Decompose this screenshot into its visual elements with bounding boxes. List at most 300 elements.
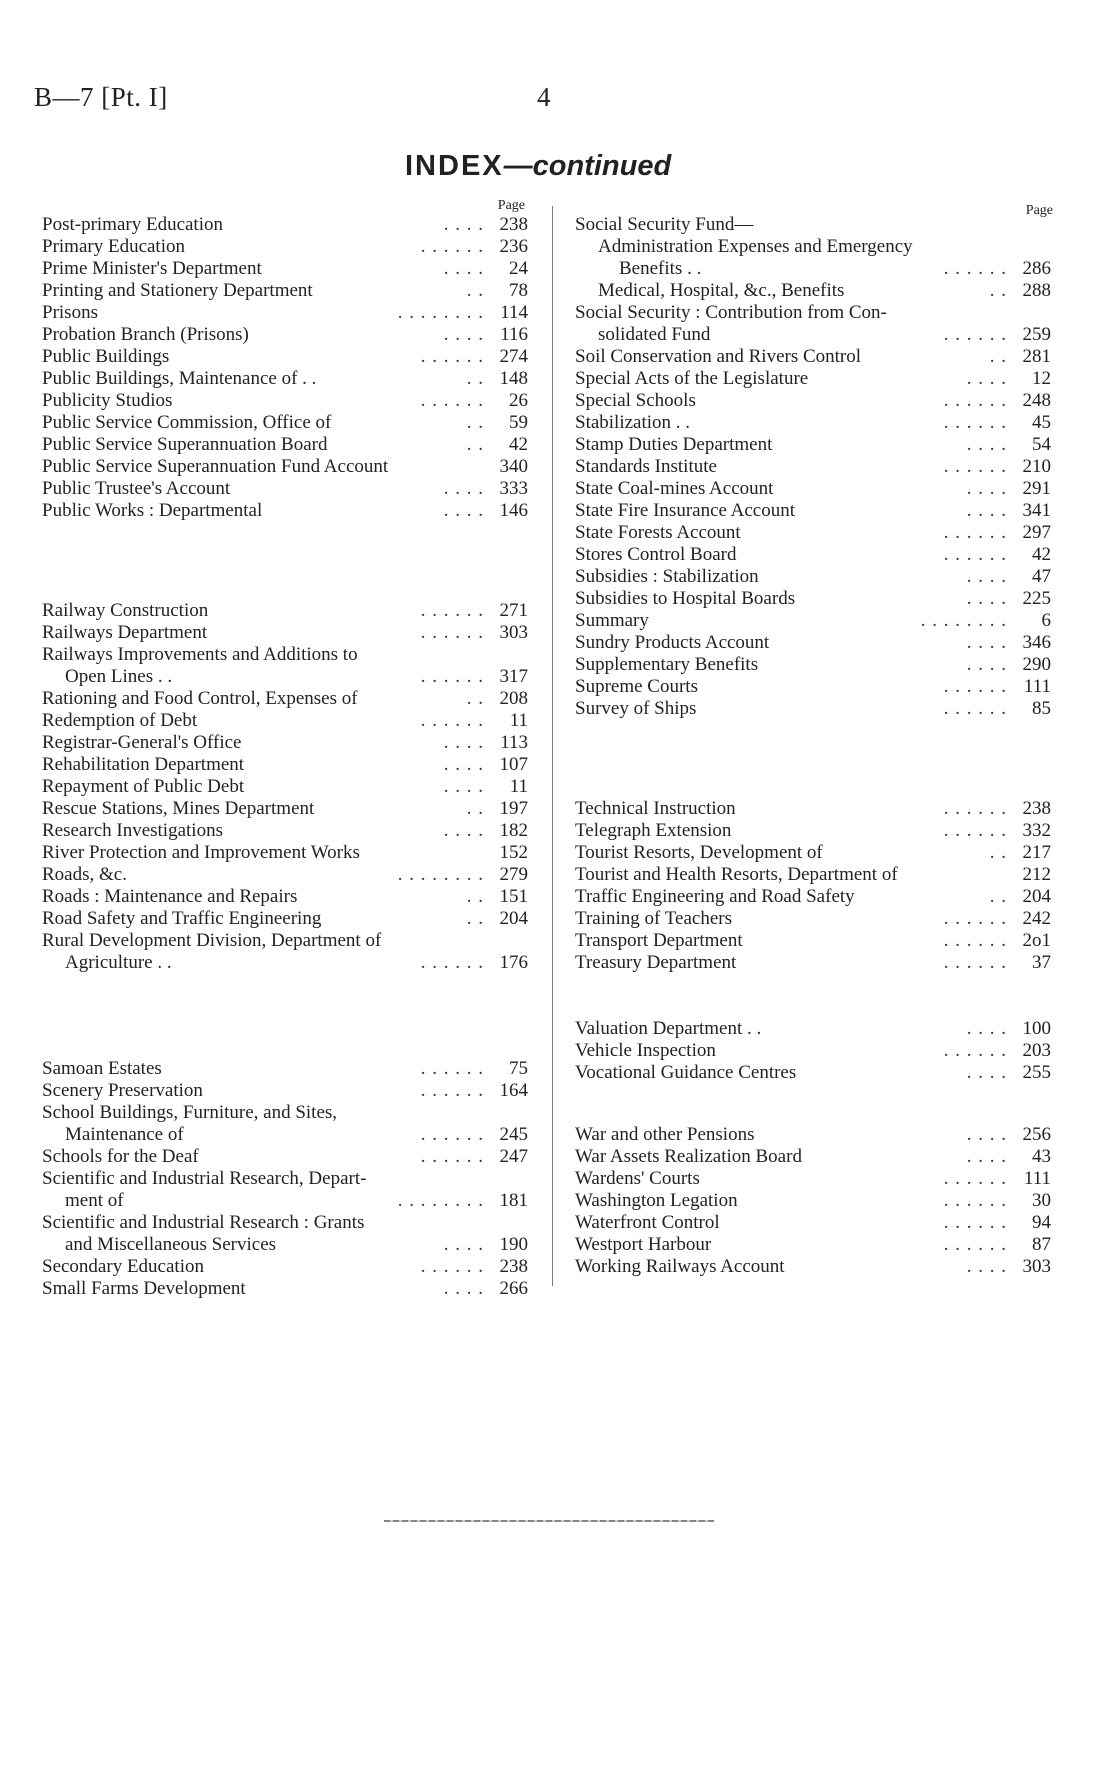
index-entry xyxy=(42,886,528,908)
entry-page-number: 247 xyxy=(499,1146,528,1167)
entry-page-number: 281 xyxy=(1022,346,1051,367)
entry-page-number: 116 xyxy=(500,324,528,345)
entry-leader-dots: . . . . . . xyxy=(943,798,1007,819)
entry-title: Transport Department xyxy=(575,930,743,951)
entry-page-number: 333 xyxy=(499,478,528,499)
entry-leader-dots: . . . . xyxy=(966,632,1007,653)
entry-page-number: 11 xyxy=(509,710,528,731)
entry-leader-dots: . . . . . . xyxy=(420,710,484,731)
entry-leader-dots: . . . . xyxy=(443,1234,484,1255)
index-entry xyxy=(42,1146,528,1168)
index-entry xyxy=(575,478,1051,500)
index-entry xyxy=(42,258,528,280)
entry-title: Tourist and Health Resorts, Department of xyxy=(575,864,898,885)
index-entry xyxy=(42,1080,528,1102)
entry-leader-dots: . . . . xyxy=(443,732,484,753)
entry-leader-dots: . . . . xyxy=(966,1018,1007,1039)
index-entry xyxy=(42,820,528,842)
entry-title: Traffic Engineering and Road Safety xyxy=(575,886,855,907)
entry-page-number: 100 xyxy=(1022,1018,1051,1039)
entry-leader-dots: . . . . . . xyxy=(943,698,1007,719)
entry-title: Social Security Fund— xyxy=(575,214,754,235)
entry-leader-dots: . . xyxy=(989,280,1007,301)
index-entry xyxy=(42,1168,528,1190)
entry-leader-dots: . . . . . . xyxy=(420,390,484,411)
index-entry xyxy=(42,1278,528,1300)
entry-page-number: 43 xyxy=(1032,1146,1051,1167)
index-entry xyxy=(42,732,528,754)
entry-page-number: 12 xyxy=(1032,368,1051,389)
entry-title: Repayment of Public Debt xyxy=(42,776,245,797)
entry-title: Primary Education xyxy=(42,236,185,257)
index-entry xyxy=(42,280,528,302)
entry-leader-dots: . . . . xyxy=(443,324,484,345)
entry-leader-dots: . . . . xyxy=(443,820,484,841)
page-number: 4 xyxy=(537,82,551,112)
index-entry xyxy=(42,1256,528,1278)
index-entry xyxy=(42,688,528,710)
index-entry xyxy=(575,798,1051,820)
entry-title: Medical, Hospital, &c., Benefits xyxy=(598,280,845,301)
entry-leader-dots: . . . . . . xyxy=(943,952,1007,973)
entry-title: Road Safety and Traffic Engineering xyxy=(42,908,322,929)
index-entry xyxy=(575,214,1051,236)
entry-leader-dots: . . . . . . xyxy=(420,666,484,687)
entry-page-number: 54 xyxy=(1032,434,1051,455)
index-entry xyxy=(575,588,1051,610)
index-entry xyxy=(575,280,1051,302)
entry-page-number: 42 xyxy=(509,434,528,455)
entry-leader-dots: . . . . . . xyxy=(420,1256,484,1277)
entry-leader-dots: . . . . . . xyxy=(420,952,484,973)
entry-title: Public Service Commission, Office of xyxy=(42,412,332,433)
entry-page-number: 291 xyxy=(1022,478,1051,499)
index-entry xyxy=(575,676,1051,698)
entry-leader-dots: . . . . . . xyxy=(943,1168,1007,1189)
entry-page-number: 279 xyxy=(499,864,528,885)
entry-title: Railways Improvements and Additions to xyxy=(42,644,358,665)
index-group xyxy=(575,214,1051,720)
entry-title: Training of Teachers xyxy=(575,908,732,929)
entry-leader-dots: . . . . xyxy=(443,214,484,235)
entry-title: Research Investigations xyxy=(42,820,223,841)
index-entry xyxy=(42,214,528,236)
index-entry xyxy=(575,654,1051,676)
index-entry xyxy=(42,930,528,952)
index-entry xyxy=(575,1190,1051,1212)
index-group xyxy=(575,1018,1051,1084)
index-entry xyxy=(575,1124,1051,1146)
entry-page-number: 26 xyxy=(509,390,528,411)
index-entry xyxy=(42,302,528,324)
entry-page-number: 340 xyxy=(499,456,528,477)
entry-title: Printing and Stationery Department xyxy=(42,280,313,301)
index-entry xyxy=(575,1018,1051,1040)
entry-title: State Forests Account xyxy=(575,522,741,543)
entry-title: Subsidies to Hospital Boards xyxy=(575,588,796,609)
entry-page-number: 212 xyxy=(1022,864,1051,885)
entry-page-number: 217 xyxy=(1022,842,1051,863)
entry-page-number: 148 xyxy=(499,368,528,389)
entry-page-number: 111 xyxy=(1023,1168,1051,1189)
entry-title: Wardens' Courts xyxy=(575,1168,700,1189)
index-entry xyxy=(575,820,1051,842)
index-entry xyxy=(575,566,1051,588)
entry-leader-dots: . . . . . . xyxy=(943,820,1007,841)
entry-page-number: 78 xyxy=(509,280,528,301)
entry-leader-dots: . . . . xyxy=(443,754,484,775)
entry-title: Telegraph Extension xyxy=(575,820,732,841)
entry-leader-dots: . . . . . . . . xyxy=(397,864,484,885)
entry-title: Valuation Department . . xyxy=(575,1018,762,1039)
entry-title: Supplementary Benefits xyxy=(575,654,759,675)
entry-leader-dots: . . . . . . xyxy=(943,1040,1007,1061)
entry-page-number: 87 xyxy=(1032,1234,1051,1255)
index-entry xyxy=(575,952,1051,974)
index-entry xyxy=(42,776,528,798)
entry-leader-dots: . . . . xyxy=(966,566,1007,587)
entry-leader-dots: . . . . . . xyxy=(420,236,484,257)
entry-leader-dots: . . . . xyxy=(443,258,484,279)
entry-leader-dots: . . . . . . xyxy=(420,1080,484,1101)
entry-leader-dots: . . . . . . xyxy=(420,622,484,643)
entry-title: Tourist Resorts, Development of xyxy=(575,842,823,863)
entry-page-number: 182 xyxy=(499,820,528,841)
entry-page-number: 303 xyxy=(1022,1256,1051,1277)
entry-title: and Miscellaneous Services xyxy=(65,1234,277,1255)
entry-leader-dots: . . . . . . xyxy=(943,676,1007,697)
title-main: INDEX xyxy=(405,150,504,182)
entry-leader-dots: . . . . xyxy=(966,588,1007,609)
entry-leader-dots: . . xyxy=(466,886,484,907)
index-entry xyxy=(575,302,1051,324)
entry-leader-dots: . . . . . . xyxy=(943,1190,1007,1211)
index-entry xyxy=(575,258,1051,280)
entry-page-number: 266 xyxy=(499,1278,528,1299)
entry-page-number: 42 xyxy=(1032,544,1051,565)
entry-page-number: 225 xyxy=(1022,588,1051,609)
index-entry xyxy=(42,1058,528,1080)
entry-leader-dots: . . xyxy=(466,688,484,709)
entry-title: War and other Pensions xyxy=(575,1124,755,1145)
entry-leader-dots: . . . . . . . . xyxy=(920,610,1007,631)
entry-page-number: 107 xyxy=(499,754,528,775)
entry-page-number: 30 xyxy=(1032,1190,1051,1211)
entry-page-number: 346 xyxy=(1022,632,1051,653)
entry-title: Probation Branch (Prisons) xyxy=(42,324,249,345)
entry-leader-dots: . . . . . . xyxy=(420,600,484,621)
entry-title: Soil Conservation and Rivers Control xyxy=(575,346,862,367)
footer-rule xyxy=(384,1520,714,1522)
entry-title: Public Service Superannuation Fund Account xyxy=(42,456,389,477)
entry-page-number: 297 xyxy=(1022,522,1051,543)
entry-page-number: 24 xyxy=(509,258,528,279)
entry-title: Registrar-General's Office xyxy=(42,732,242,753)
entry-title: War Assets Realization Board xyxy=(575,1146,802,1167)
entry-leader-dots: . . . . . . xyxy=(943,930,1007,951)
entry-page-number: 332 xyxy=(1022,820,1051,841)
entry-title: Roads : Maintenance and Repairs xyxy=(42,886,298,907)
column-divider xyxy=(552,206,553,1286)
entry-title: Rescue Stations, Mines Department xyxy=(42,798,315,819)
entry-page-number: 176 xyxy=(499,952,528,973)
entry-leader-dots: . . . . . . xyxy=(943,456,1007,477)
entry-title: Open Lines . . xyxy=(65,666,173,687)
index-entry xyxy=(575,522,1051,544)
index-group xyxy=(42,600,528,974)
index-group xyxy=(575,798,1051,974)
index-entry xyxy=(42,644,528,666)
index-entry xyxy=(575,368,1051,390)
index-entry xyxy=(42,456,528,478)
entry-leader-dots: . . . . xyxy=(443,478,484,499)
entry-title: Survey of Ships xyxy=(575,698,697,719)
entry-title: Standards Institute xyxy=(575,456,717,477)
entry-page-number: 2ο1 xyxy=(1022,930,1051,951)
entry-title: Working Railways Account xyxy=(575,1256,785,1277)
entry-page-number: 286 xyxy=(1022,258,1051,279)
entry-title: Stamp Duties Department xyxy=(575,434,773,455)
index-entry xyxy=(42,798,528,820)
entry-page-number: 317 xyxy=(499,666,528,687)
entry-title: Post-primary Education xyxy=(42,214,223,235)
entry-title: ment of xyxy=(65,1190,124,1211)
entry-title: State Coal-mines Account xyxy=(575,478,774,499)
entry-leader-dots: . . xyxy=(989,346,1007,367)
entry-title: Treasury Department xyxy=(575,952,737,973)
index-entry xyxy=(575,390,1051,412)
entry-leader-dots: . . . . xyxy=(966,478,1007,499)
entry-leader-dots: . . . . . . xyxy=(943,258,1007,279)
index-entry xyxy=(42,236,528,258)
entry-title: Prime Minister's Department xyxy=(42,258,262,279)
index-entry xyxy=(575,434,1051,456)
entry-page-number: 303 xyxy=(499,622,528,643)
entry-page-number: 242 xyxy=(1022,908,1051,929)
index-entry xyxy=(42,1124,528,1146)
index-entry xyxy=(575,1212,1051,1234)
entry-title: Stores Control Board xyxy=(575,544,737,565)
entry-title: Public Buildings xyxy=(42,346,170,367)
entry-page-number: 210 xyxy=(1022,456,1051,477)
index-entry xyxy=(575,908,1051,930)
entry-page-number: 85 xyxy=(1032,698,1051,719)
entry-leader-dots: . . xyxy=(989,842,1007,863)
entry-page-number: 11 xyxy=(509,776,528,797)
entry-leader-dots: . . . . xyxy=(966,1062,1007,1083)
entry-page-number: 288 xyxy=(1022,280,1051,301)
entry-title: Benefits . . xyxy=(619,258,702,279)
page-column-label: Page xyxy=(1025,203,1053,218)
entry-leader-dots: . . . . . . . . xyxy=(397,1190,484,1211)
index-entry xyxy=(575,886,1051,908)
entry-title: Redemption of Debt xyxy=(42,710,198,731)
entry-title: Public Buildings, Maintenance of . . xyxy=(42,368,317,389)
entry-page-number: 274 xyxy=(499,346,528,367)
entry-page-number: 152 xyxy=(499,842,528,863)
entry-title: Public Service Superannuation Board xyxy=(42,434,328,455)
entry-title: Sundry Products Account xyxy=(575,632,770,653)
index-entry xyxy=(575,632,1051,654)
entry-title: Administration Expenses and Emergency xyxy=(598,236,913,257)
entry-page-number: 238 xyxy=(499,214,528,235)
entry-title: Samoan Estates xyxy=(42,1058,162,1079)
entry-title: Vocational Guidance Centres xyxy=(575,1062,797,1083)
entry-page-number: 59 xyxy=(509,412,528,433)
entry-leader-dots: . . . . . . xyxy=(943,1212,1007,1233)
entry-page-number: 94 xyxy=(1032,1212,1051,1233)
entry-leader-dots: . . . . xyxy=(966,1146,1007,1167)
entry-title: Scenery Preservation xyxy=(42,1080,203,1101)
entry-page-number: 114 xyxy=(500,302,528,323)
index-entry xyxy=(42,754,528,776)
entry-title: Summary xyxy=(575,610,649,631)
index-entry xyxy=(42,952,528,974)
entry-title: Railways Department xyxy=(42,622,208,643)
entry-page-number: 238 xyxy=(1022,798,1051,819)
entry-leader-dots: . . . . xyxy=(966,434,1007,455)
entry-page-number: 113 xyxy=(500,732,528,753)
index-entry xyxy=(575,1256,1051,1278)
index-entry xyxy=(575,456,1051,478)
entry-title: Agriculture . . xyxy=(65,952,172,973)
entry-page-number: 236 xyxy=(499,236,528,257)
index-group xyxy=(42,1058,528,1300)
index-entry xyxy=(42,368,528,390)
entry-page-number: 151 xyxy=(499,886,528,907)
entry-leader-dots: . . . . . . xyxy=(943,1234,1007,1255)
index-entry xyxy=(42,500,528,522)
entry-leader-dots: . . xyxy=(466,434,484,455)
index-entry xyxy=(42,412,528,434)
entry-page-number: 256 xyxy=(1022,1124,1051,1145)
index-group xyxy=(42,214,528,522)
entry-title: Stabilization . . xyxy=(575,412,691,433)
entry-leader-dots: . . . . . . xyxy=(943,390,1007,411)
entry-page-number: 248 xyxy=(1022,390,1051,411)
entry-leader-dots: . . xyxy=(466,798,484,819)
entry-leader-dots: . . xyxy=(466,368,484,389)
index-entry xyxy=(575,1040,1051,1062)
entry-leader-dots: . . . . xyxy=(443,1278,484,1299)
entry-leader-dots: . . . . . . xyxy=(943,522,1007,543)
entry-title: Special Schools xyxy=(575,390,696,411)
index-entry xyxy=(575,930,1051,952)
entry-leader-dots: . . . . . . xyxy=(943,908,1007,929)
entry-title: State Fire Insurance Account xyxy=(575,500,796,521)
entry-title: Scientific and Industrial Research, Depart- xyxy=(42,1168,367,1189)
index-entry xyxy=(575,1234,1051,1256)
entry-title: School Buildings, Furniture, and Sites, xyxy=(42,1102,338,1123)
index-entry xyxy=(575,346,1051,368)
index-entry xyxy=(42,864,528,886)
entry-page-number: 341 xyxy=(1022,500,1051,521)
index-entry xyxy=(42,1212,528,1234)
index-entry xyxy=(575,500,1051,522)
index-entry xyxy=(42,1234,528,1256)
index-entry xyxy=(42,710,528,732)
index-entry xyxy=(42,324,528,346)
index-entry xyxy=(42,434,528,456)
entry-page-number: 238 xyxy=(499,1256,528,1277)
entry-leader-dots: . . . . xyxy=(443,776,484,797)
entry-page-number: 47 xyxy=(1032,566,1051,587)
entry-title: Small Farms Development xyxy=(42,1278,246,1299)
index-entry xyxy=(575,236,1051,258)
entry-leader-dots: . . . . . . xyxy=(943,544,1007,565)
entry-page-number: 190 xyxy=(499,1234,528,1255)
entry-leader-dots: . . . . . . xyxy=(420,1146,484,1167)
entry-title: Scientific and Industrial Research : Grants xyxy=(42,1212,365,1233)
entry-page-number: 203 xyxy=(1022,1040,1051,1061)
entry-leader-dots: . . . . xyxy=(966,368,1007,389)
right-index-column xyxy=(575,200,1051,1278)
entry-leader-dots: . . . . xyxy=(966,654,1007,675)
entry-leader-dots: . . . . . . xyxy=(420,346,484,367)
index-entry xyxy=(42,622,528,644)
entry-title: Subsidies : Stabilization xyxy=(575,566,759,587)
entry-title: River Protection and Improvement Works xyxy=(42,842,360,863)
entry-leader-dots: . . . . . . xyxy=(420,1124,484,1145)
entry-page-number: 45 xyxy=(1032,412,1051,433)
entry-title: Waterfront Control xyxy=(575,1212,720,1233)
entry-title: Maintenance of xyxy=(65,1124,184,1145)
entry-page-number: 197 xyxy=(499,798,528,819)
entry-title: Rehabilitation Department xyxy=(42,754,245,775)
entry-title: Prisons xyxy=(42,302,98,323)
entry-leader-dots: . . . . xyxy=(443,500,484,521)
index-entry xyxy=(575,864,1051,886)
entry-leader-dots: . . xyxy=(466,412,484,433)
entry-title: Supreme Courts xyxy=(575,676,698,697)
entry-page-number: 204 xyxy=(1022,886,1051,907)
entry-title: Public Works : Departmental xyxy=(42,500,263,521)
entry-title: Rural Development Division, Department of xyxy=(42,930,382,951)
index-group xyxy=(575,1124,1051,1278)
entry-title: Public Trustee's Account xyxy=(42,478,231,499)
entry-page-number: 208 xyxy=(499,688,528,709)
entry-title: Publicity Studios xyxy=(42,390,173,411)
entry-page-number: 204 xyxy=(499,908,528,929)
index-entry xyxy=(42,600,528,622)
entry-leader-dots: . . . . xyxy=(966,500,1007,521)
entry-title: Social Security : Contribution from Con- xyxy=(575,302,887,323)
entry-title: Rationing and Food Control, Expenses of xyxy=(42,688,358,709)
entry-page-number: 259 xyxy=(1022,324,1051,345)
index-entry xyxy=(575,610,1051,632)
entry-title: Railway Construction xyxy=(42,600,209,621)
entry-title: Schools for the Deaf xyxy=(42,1146,199,1167)
entry-title: Vehicle Inspection xyxy=(575,1040,716,1061)
entry-leader-dots: . . . . . . xyxy=(943,412,1007,433)
entry-page-number: 111 xyxy=(1023,676,1051,697)
entry-title: solidated Fund xyxy=(598,324,711,345)
entry-page-number: 245 xyxy=(499,1124,528,1145)
index-entry xyxy=(42,478,528,500)
index-entry xyxy=(575,1168,1051,1190)
entry-page-number: 75 xyxy=(509,1058,528,1079)
index-entry xyxy=(575,1146,1051,1168)
index-entry xyxy=(42,1102,528,1124)
entry-leader-dots: . . . . . . xyxy=(943,324,1007,345)
index-entry xyxy=(575,412,1051,434)
entry-page-number: 146 xyxy=(499,500,528,521)
index-entry xyxy=(42,908,528,930)
entry-leader-dots: . . xyxy=(989,886,1007,907)
left-index-column xyxy=(42,200,528,1300)
index-entry xyxy=(42,390,528,412)
entry-title: Roads, &c. xyxy=(42,864,127,885)
